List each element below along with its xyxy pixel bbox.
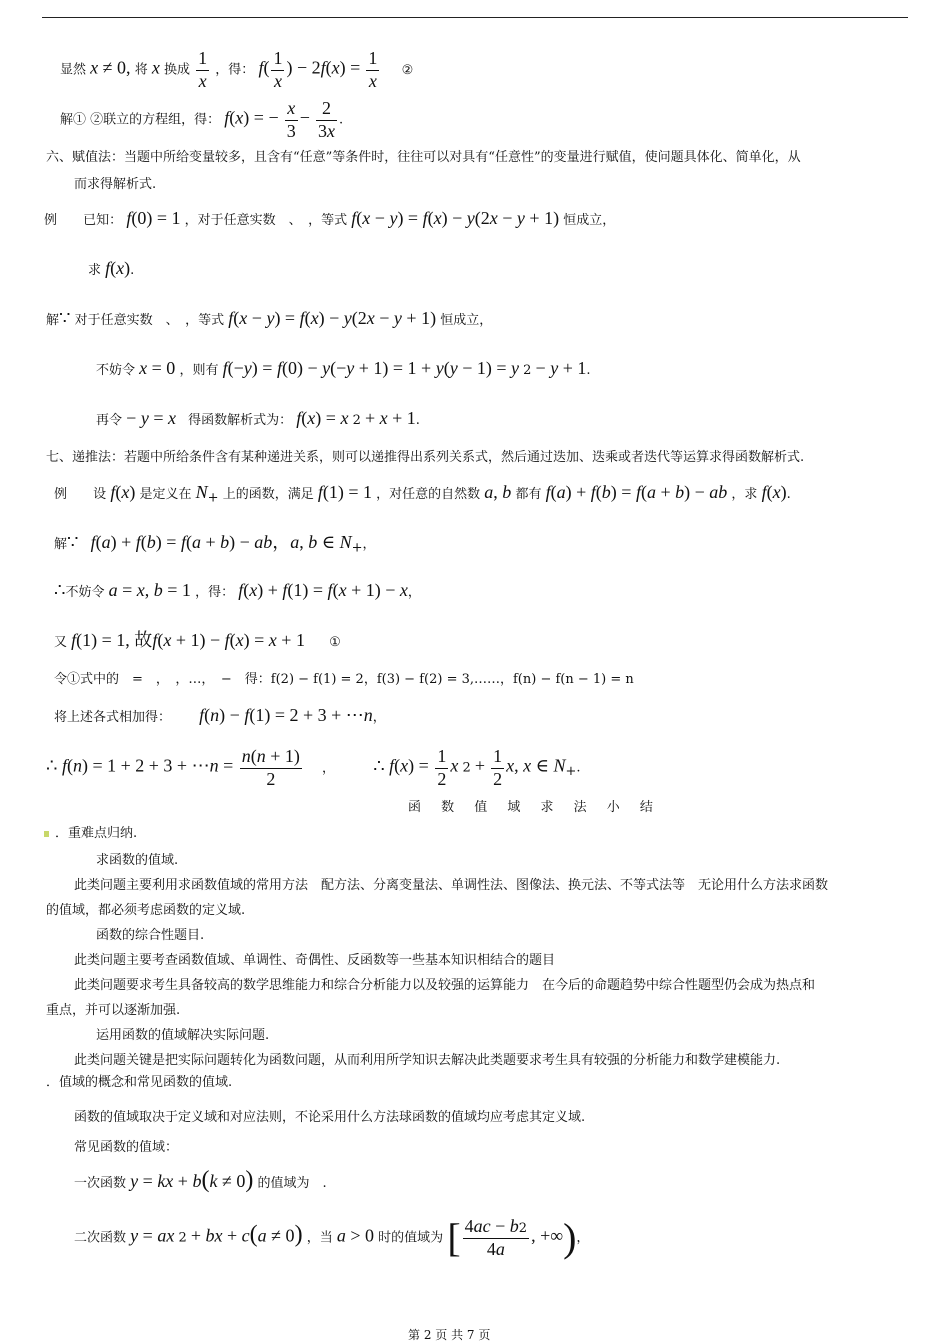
- line-2: 解① ②联立的方程组，得： f(x) = − $\frac{x}{3}$ − $\frac{2}{3x}$ .: [60, 98, 344, 141]
- point-1-text-a: 此类问题主要利用求函数值域的常用方法 配方法、分离变量法、单调性法、图像法、换元法、不等式法等 无论用什么方法求函数: [74, 878, 829, 893]
- point-2-text-a: 此类问题要求考生具备较高的数学思维能力和综合分析能力以及较强的运算能力 在今后的命题趋势中综合性题型仍会成为热点和: [74, 978, 816, 993]
- example-7: 例 设 f(x) 是定义在 $N_+$ 上的函数，满足 f(1) = 1 ，对任意的自然数 a, b 都有 f(a) + f(b) = f(a + b) − ab ，求 f(x).: [54, 482, 791, 506]
- point-1-text-b: 的值域，都必须考虑函数的定义域.: [46, 903, 246, 918]
- solution-6-line-1: 解∵ 对于任意实数 、 ，等式 f(x − y) = f(x) − y(2x − y + 1) 恒成立，: [46, 308, 493, 328]
- point-2-title: 函数的综合性题目.: [96, 928, 205, 943]
- find-fx: 求 f(x).: [88, 258, 135, 278]
- solution-7-line-6: ∴ f(n) = 1 + 2 + 3 + ⋯n = $\frac{n(n + 1)}{2}$ ， ∴ f(x) = $\frac{1}{2}$ x 2 + $\frac{1}{2}$ x, x ∈ $N_+$.: [46, 746, 581, 789]
- point-2-text-b: 重点，并可以逐渐加强.: [46, 1003, 181, 1018]
- range-concept-text: 函数的值域取决于定义域和对应法则，不论采用什么方法球函数的值域均应考虑其定义域.: [74, 1110, 586, 1125]
- common-ranges-title: 常见函数的值域：: [74, 1140, 179, 1155]
- solution-6-line-2: 不妨令 x = 0 ，则有 f(−y) = f(0) − y(−y + 1) = 1 + y(y − 1) = y 2 − y + 1.: [96, 358, 591, 378]
- solution-7-line-1: 解∵ f(a) + f(b) = f(a + b) − ab，a, b ∈ $N_+$，: [54, 532, 376, 556]
- solution-6-line-3: 再令 − y = x 得函数解析式为： f(x) = x 2 + x + 1.: [96, 408, 420, 428]
- point-2-text: 此类问题主要考查函数值域、单调性、奇偶性、反函数等一些基本知识相结合的题目: [74, 953, 556, 968]
- point-1-title: 求函数的值域.: [96, 853, 179, 868]
- line-1: 显然 x ≠ 0, 将 x 换成 $\frac{1}{x}$ ，得： f( $\frac{1}{x}$ ) − 2f(x) = $\frac{1}{x}$ ②: [60, 48, 414, 91]
- solution-7-line-2: ∴不妨令 a = x, b = 1 ，得： f(x) + f(1) = f(x + 1) − x，: [54, 580, 421, 600]
- section-six-line-2: 而求得解析式.: [74, 177, 157, 192]
- example-6: 例 已知： f(0) = 1 ，对于任意实数 、 ，等式 f(x − y) = f(x) − y(2x − y + 1) 恒成立，: [44, 208, 616, 228]
- header-rule: [42, 17, 908, 18]
- point-3-text: 此类问题关键是把实际问题转化为函数问题，从而利用所学知识去解决此类题要求考生具有较强的分析能力和数学建模能力.: [74, 1053, 781, 1068]
- key-points-heading: ．重难点归纳.: [44, 826, 137, 842]
- linear-function-range: 一次函数 y = kx + b(k ≠ 0) 的值域为 .: [74, 1167, 327, 1193]
- section-six-line-1: 六、赋值法：当题中所给变量较多，且含有“任意”等条件时，往往可以对具有“任意性”的变量进行赋值，使问题具体化、简单化，从: [46, 150, 801, 165]
- range-concept-heading: ．值域的概念和常见函数的值域.: [46, 1075, 233, 1090]
- solution-7-line-3: 又 f(1) = 1, 故f(x + 1) − f(x) = x + 1 ①: [54, 630, 341, 650]
- section-seven: 七、递推法：若题中所给条件含有某种递进关系，则可以递推得出系列关系式，然后通过迭加、迭乘或者迭代等运算求得函数解析式.: [46, 450, 805, 465]
- point-3-title: 运用函数的值域解决实际问题.: [96, 1028, 270, 1043]
- quadratic-function-range: 二次函数 y = ax 2 + bx + c(a ≠ 0) ，当 a > 0 时的值域为 [ $\frac{4ac - b2}{4a}$ , +∞)，: [74, 1215, 590, 1260]
- bullet-icon: [44, 831, 49, 837]
- page-footer: 第 2 页 共 7 页: [408, 1328, 491, 1342]
- section-title: 函 数 值 域 求 法 小 结: [408, 800, 661, 815]
- solution-7-line-5: 将上述各式相加得： f(n) − f(1) = 2 + 3 + ⋯n，: [54, 705, 386, 725]
- solution-7-line-4: 令①式中的 = ， ，…， − 得：f(2) − f(1) = 2，f(3) − f(2) = 3,……，f(n) − f(n − 1) = n: [54, 672, 634, 687]
